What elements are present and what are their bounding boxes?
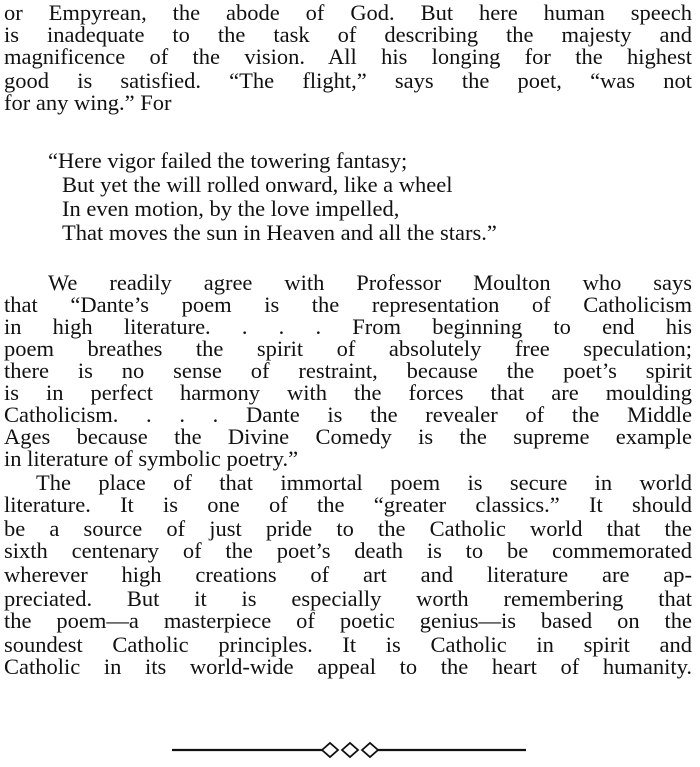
diamond-icon [342,743,358,757]
paragraph-1-line: magnificence of the vision. All his longing for the highest [4,44,692,69]
paragraph-1-line: is inadequate to the task of describing the majesty and [4,22,692,47]
paragraph-3-line: be a source of just pride to the Catholic world that the [4,516,692,541]
verse-line: “Here vigor failed the towering fantasy; [48,148,408,173]
paragraph-2-line: that “Dante’s poem is the representation of Catholicism [4,292,692,317]
verse-line: That moves the sun in Heaven and all the stars.” [62,220,497,245]
paragraph-2-line: Catholicism. . . . Dante is the revealer of the Middle [4,402,692,427]
paragraph-3-line: wherever high creations of art and literature are ap- [4,562,692,587]
paragraph-3-line: literature. It is one of the “greater classics.” It should [4,492,692,517]
paragraph-2-line: in high literature. . . . From beginning to end his [4,314,692,339]
paragraph-3-line: preciated. But it is especially worth remembering that [4,586,692,611]
diamond-icon [322,743,338,757]
paragraph-1-line: for any wing.” For [4,90,172,115]
paragraph-2-line: in literature of symbolic poetry.” [4,446,299,471]
paragraph-3-line: soundest Catholic principles. It is Catholic in spirit and [4,632,692,657]
paragraph-2-line: poem breathes the spirit of absolutely free speculation; [4,336,692,361]
paragraph-3-line: the poem—a masterpiece of poetic genius—is based on the [4,608,692,633]
paragraph-3-line: Catholic in its world-wide appeal to the heart of humanity. [4,654,692,679]
ornament-divider [0,740,700,760]
paragraph-2-line: We readily agree with Professor Moulton who says [48,270,692,295]
paragraph-1-line: good is satisfied. “The flight,” says the poet, “was not [4,68,692,93]
paragraph-3-line: sixth centenary of the poet’s death is to be commemorated [4,538,692,563]
paragraph-2-line: there is no sense of restraint, because the poet’s spirit [4,358,692,383]
verse-line: In even motion, by the love impelled, [62,196,400,221]
diamond-icon [362,743,378,757]
paragraph-1-line: or Empyrean, the abode of God. But here human speech [4,0,692,25]
paragraph-3-line: The place of that immortal poem is secure in world [36,470,692,495]
verse-line: But yet the will rolled onward, like a wheel [62,172,453,197]
paragraph-2-line: Ages because the Divine Comedy is the supreme example [4,424,692,449]
paragraph-2-line: is in perfect harmony with the forces that are moulding [4,380,692,405]
